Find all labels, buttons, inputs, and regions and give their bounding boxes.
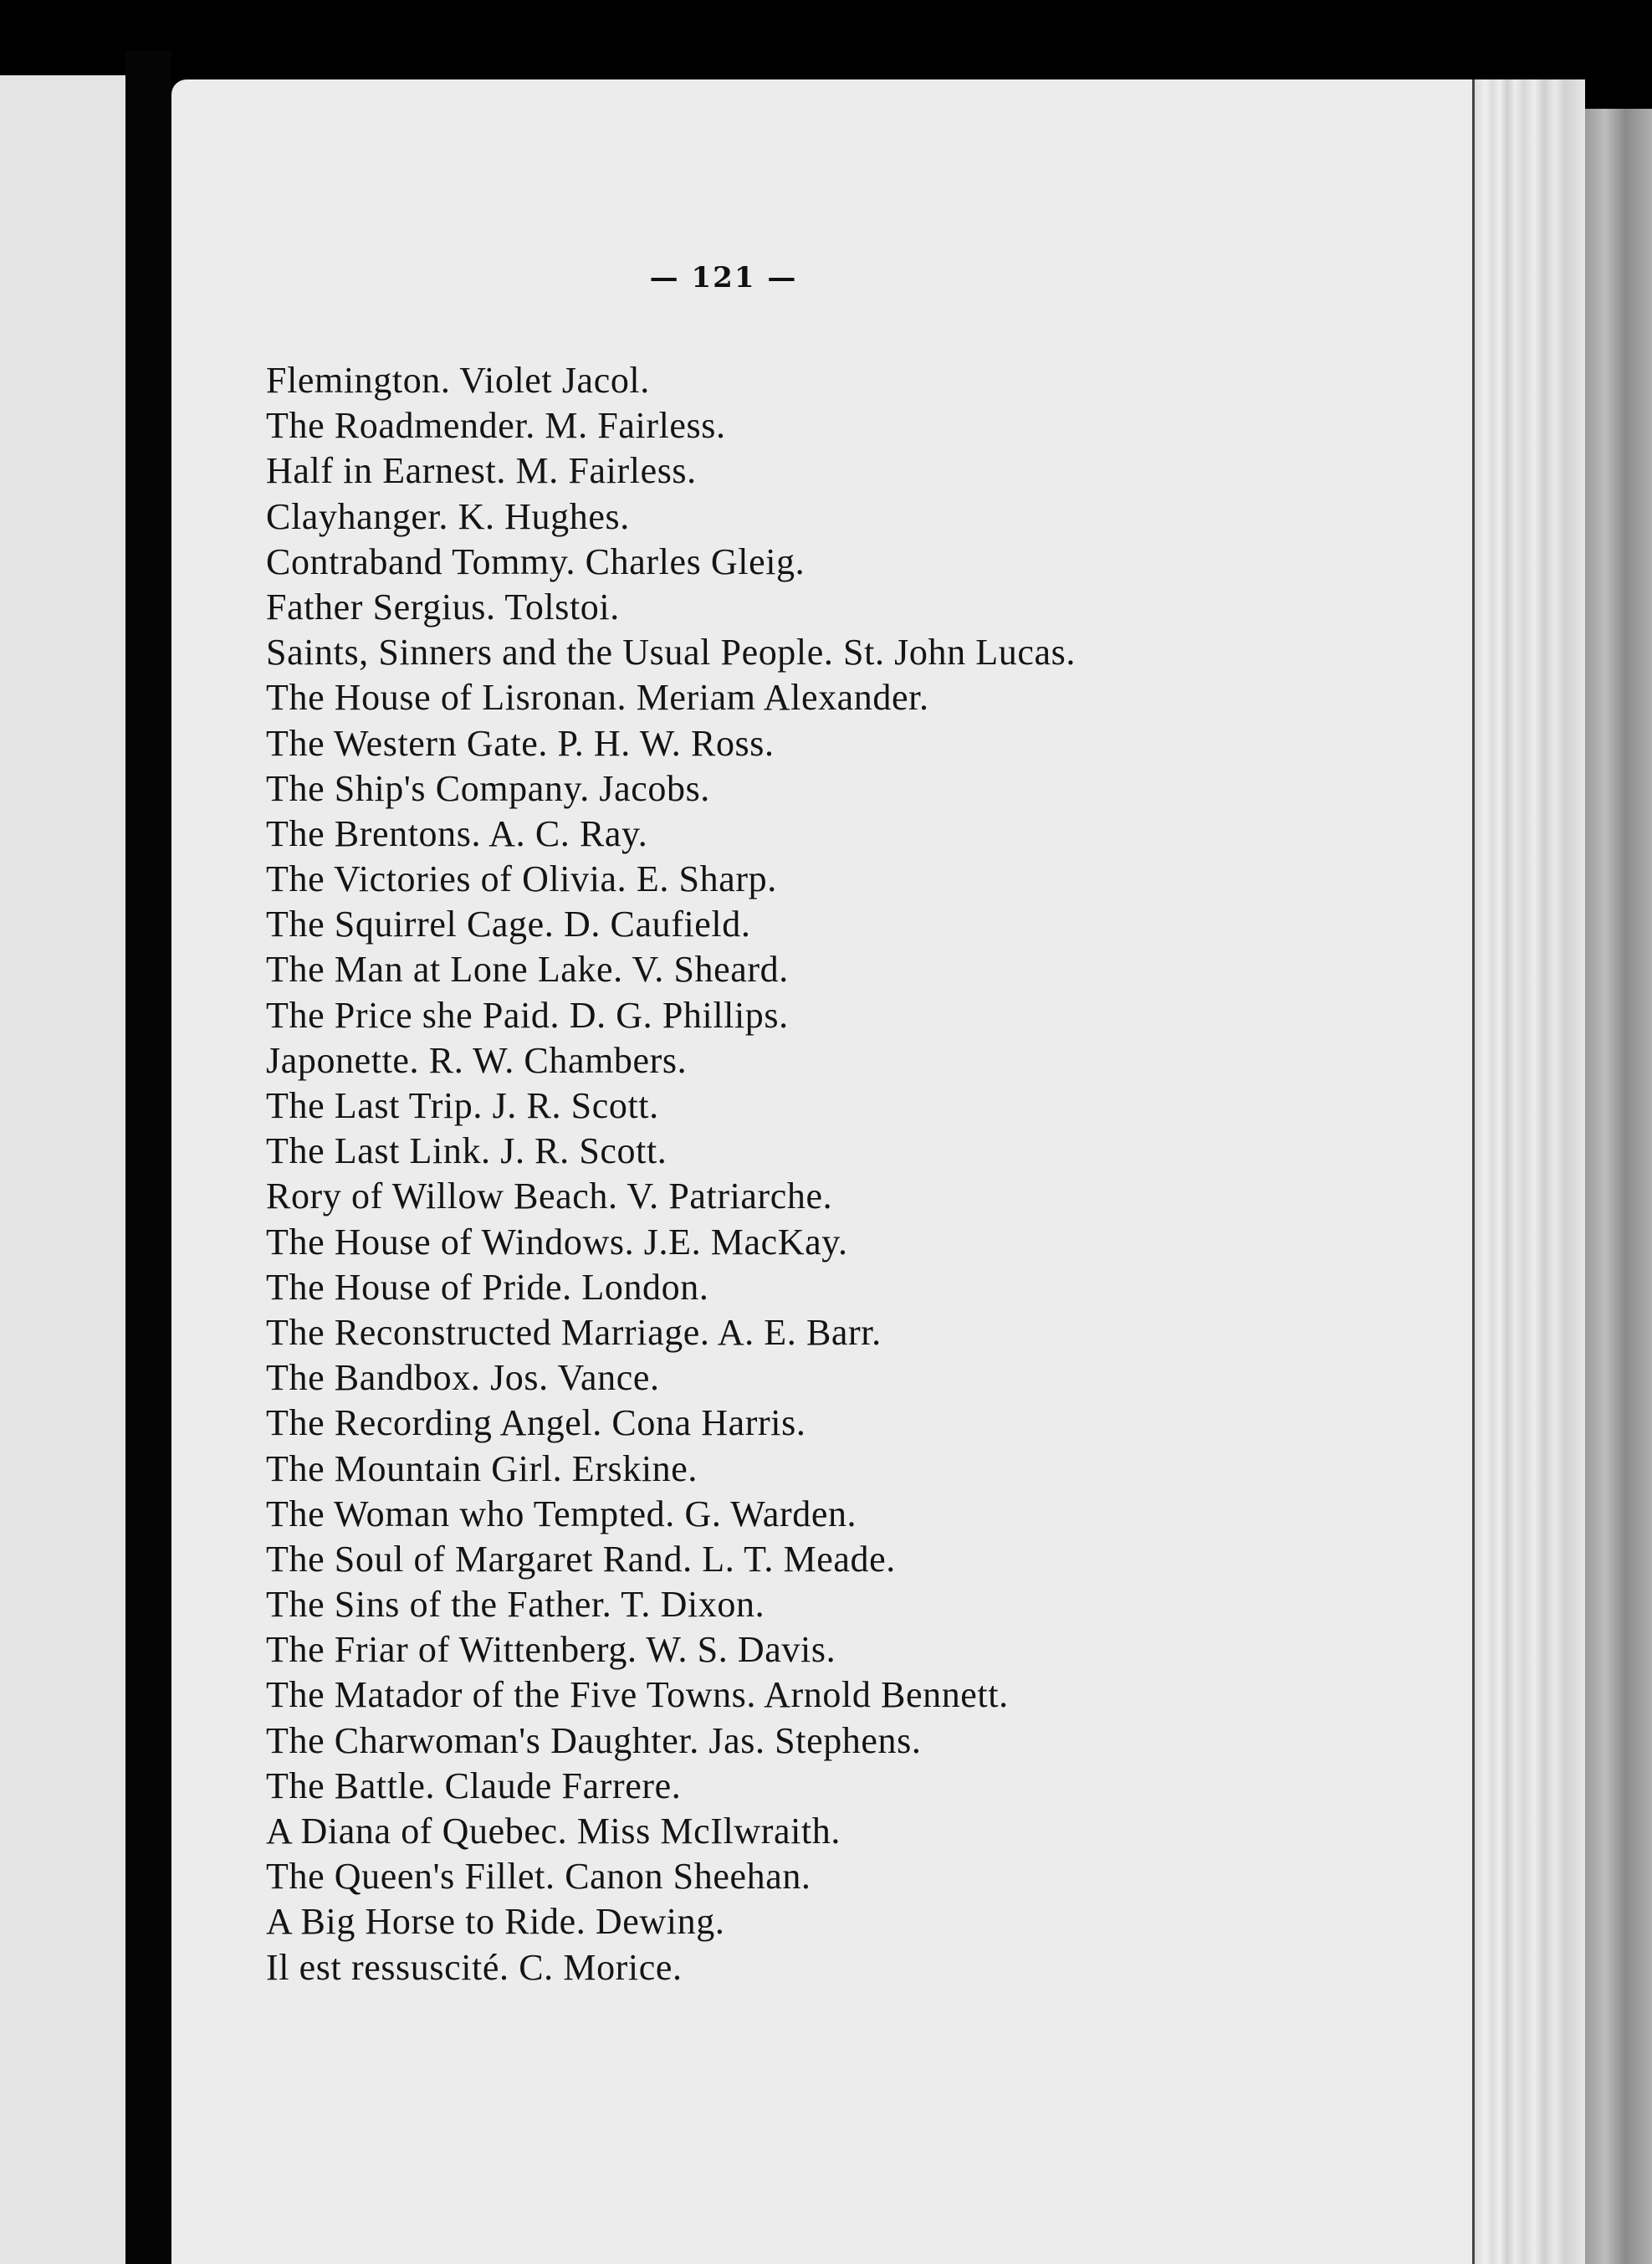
book-gutter — [125, 50, 171, 2264]
list-item: The Friar of Wittenberg. W. S. Davis. — [266, 1629, 836, 1671]
book-list — [266, 358, 1454, 1990]
page-stack-edge — [1472, 79, 1585, 2264]
list-item: A Diana of Quebec. Miss McIlwraith. — [266, 1811, 841, 1852]
list-item: The Brentons. A. C. Ray. — [266, 812, 648, 854]
list-item: The Matador of the Five Towns. Arnold Bennett. — [266, 1674, 1009, 1716]
list-item: Il est ressuscité. C. Morice. — [266, 1946, 683, 1988]
list-item: Half in Earnest. M. Fairless. — [266, 450, 697, 492]
list-item: The Western Gate. P. H. W. Ross. — [266, 722, 775, 764]
list-item: Rory of Willow Beach. V. Patriarche. — [266, 1176, 833, 1217]
list-item: The Battle. Claude Farrere. — [266, 1765, 682, 1806]
list-item: The House of Lisronan. Meriam Alexander. — [266, 677, 929, 719]
list-item: The Victories of Olivia. E. Sharp. — [266, 858, 777, 900]
list-item: The Woman who Tempted. G. Warden. — [266, 1493, 857, 1534]
list-item: The Ship's Company. Jacobs. — [266, 767, 710, 809]
list-item: The Queen's Fillet. Canon Sheehan. — [266, 1856, 811, 1898]
binding-strip — [1585, 109, 1652, 2264]
list-item: The Last Trip. J. R. Scott. — [266, 1085, 659, 1126]
list-item: Flemington. Violet Jacol. — [266, 360, 650, 401]
list-item: The Man at Lone Lake. V. Sheard. — [266, 949, 789, 991]
list-item: Contraband Tommy. Charles Gleig. — [266, 540, 806, 582]
list-item: The Squirrel Cage. D. Caufield. — [266, 904, 751, 945]
list-item: The House of Windows. J.E. MacKay. — [266, 1221, 848, 1263]
list-item: The Reconstructed Marriage. A. E. Barr. — [266, 1311, 882, 1353]
list-item: Saints, Sinners and the Usual People. St. John Lucas. — [266, 632, 1076, 674]
list-item: The Recording Angel. Cona Harris. — [266, 1402, 806, 1444]
list-item: The Last Link. J. R. Scott. — [266, 1130, 667, 1172]
list-item: The House of Pride. London. — [266, 1266, 709, 1308]
list-item: The Charwoman's Daughter. Jas. Stephens. — [266, 1719, 922, 1761]
list-item: A Big Horse to Ride. Dewing. — [266, 1901, 725, 1943]
list-item: The Price she Paid. D. G. Phillips. — [266, 994, 789, 1036]
page-number: — 121 — — [649, 261, 798, 295]
list-item: Father Sergius. Tolstoi. — [266, 586, 620, 627]
left-page-edge — [0, 75, 125, 2264]
list-item: The Roadmender. M. Fairless. — [266, 405, 726, 447]
list-item: The Mountain Girl. Erskine. — [266, 1447, 698, 1489]
list-item: The Bandbox. Jos. Vance. — [266, 1357, 660, 1399]
list-item: The Sins of the Father. T. Dixon. — [266, 1584, 765, 1626]
list-item: Clayhanger. K. Hughes. — [266, 495, 630, 537]
list-item: The Soul of Margaret Rand. L. T. Meade. — [266, 1538, 896, 1580]
list-item: Japonette. R. W. Chambers. — [266, 1039, 688, 1081]
